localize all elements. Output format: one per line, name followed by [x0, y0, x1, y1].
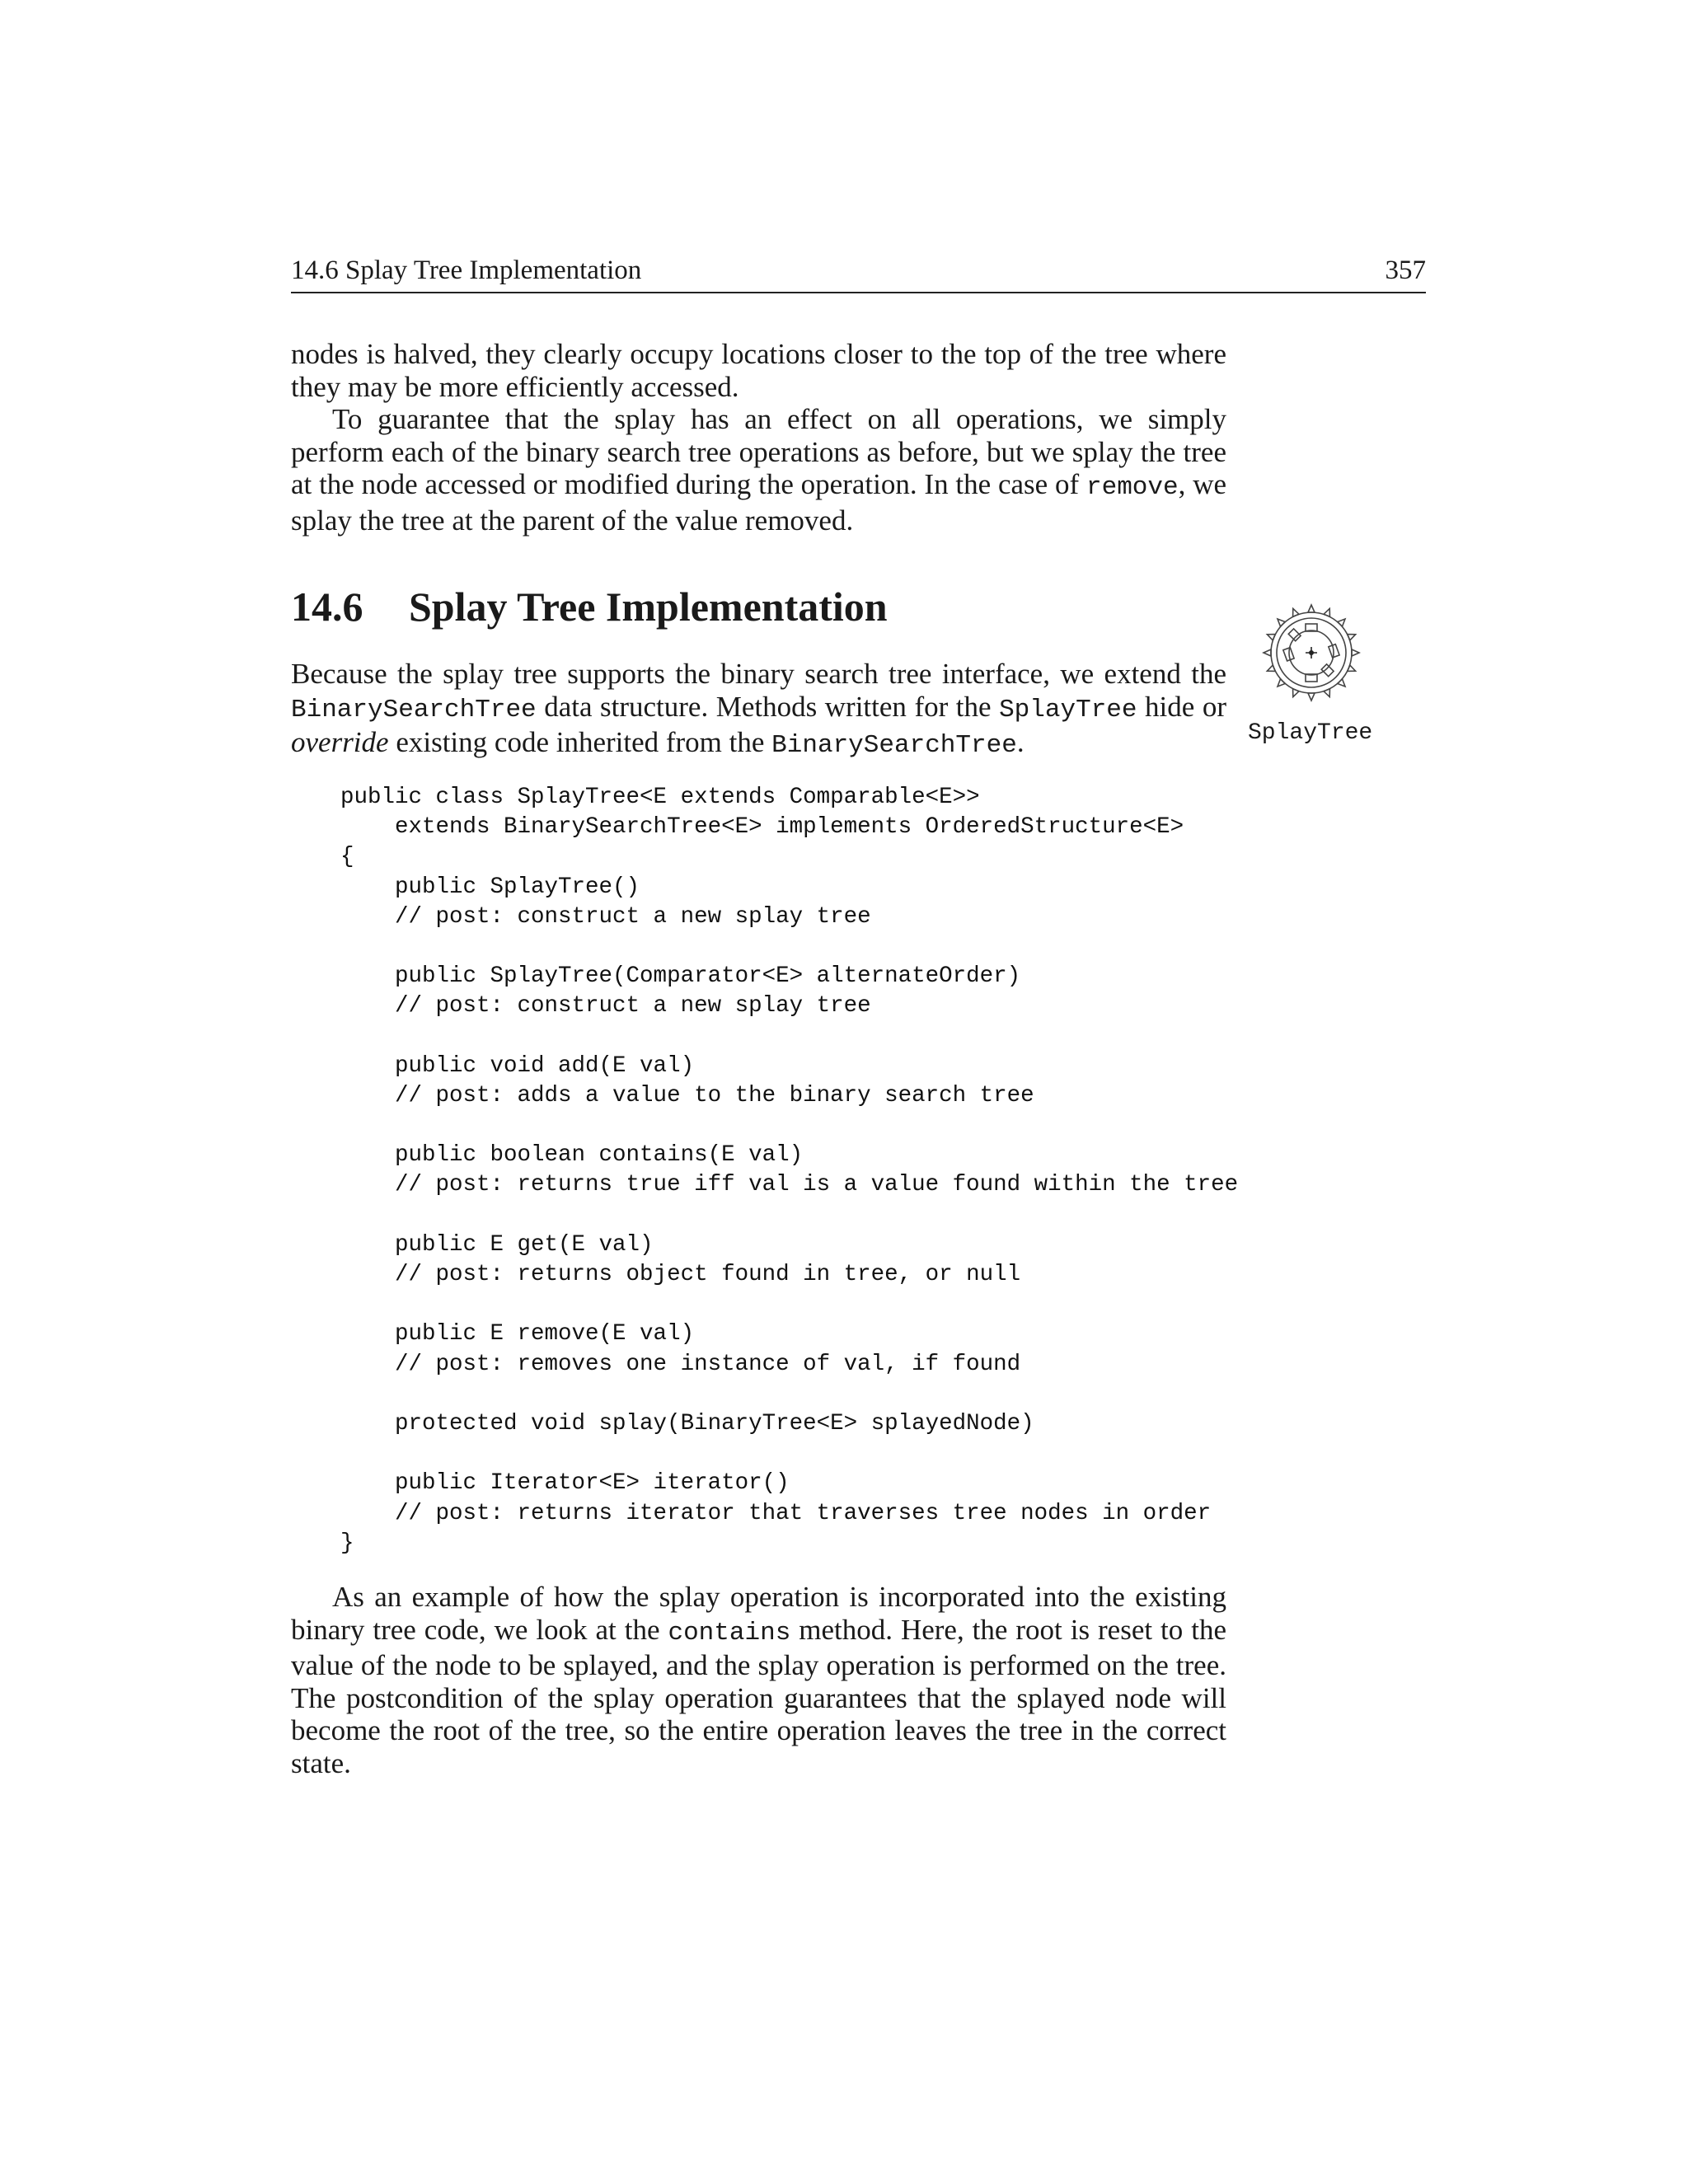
code-line: // post: returns iterator that traverses tree nodes in order	[340, 1500, 1212, 1526]
intro-paragraph-2-text-a: To guarantee that the splay has an effect on all operations, we simply perform each of the binary search tree operations as before, but we splay the tree at the node accessed or modified during the operation. In the case of	[291, 403, 1226, 500]
section-intro-text-c: hide or	[1137, 690, 1226, 723]
code-line: // post: adds a value to the binary search tree	[340, 1082, 1034, 1108]
code-line	[340, 1439, 1238, 1469]
closing-text-a: As an example of how the splay operation is incorporated into the existing binary tree code, we look at the	[291, 1581, 1226, 1646]
section-intro-text-d: existing code inherited from the	[388, 726, 772, 758]
closing-paragraph	[291, 1581, 1226, 1779]
running-title: 14.6 Splay Tree Implementation	[291, 255, 642, 285]
code-line: }	[340, 1530, 354, 1556]
inline-code-contains: contains	[668, 1618, 791, 1647]
code-line: // post: returns object found in tree, or null	[340, 1262, 1021, 1287]
code-line: public E get(E val)	[340, 1231, 654, 1258]
code-line	[340, 1290, 1238, 1319]
section-intro-paragraph	[291, 658, 1226, 762]
code-line	[340, 1201, 1238, 1230]
code-line: protected void splay(BinaryTree<E> splayedNode)	[340, 1410, 1034, 1436]
code-line: public void add(E val)	[340, 1052, 695, 1079]
section-intro-text	[291, 658, 1226, 762]
code-line: // post: construct a new splay tree	[340, 903, 871, 930]
code-line: public SplayTree(Comparator<E> alternateOrder)	[340, 963, 1021, 990]
code-line	[340, 932, 1238, 962]
margin-label: SplayTree	[1248, 720, 1373, 746]
intro-paragraph-2-text-b: , we splay the tree at the parent of the value removed.	[291, 468, 1227, 537]
section-number: 14.6	[291, 583, 363, 630]
splay-tree-gear-icon	[1260, 602, 1362, 704]
section-intro-text-b: data structure. Methods written for the	[536, 690, 1000, 723]
section-intro-text-e: .	[1016, 726, 1025, 758]
code-line: extends BinarySearchTree<E> implements OrderedStructure<E>	[340, 814, 1184, 841]
page-number: 357	[1385, 255, 1426, 285]
code-line: public class SplayTree<E extends Comparable<E>>	[340, 785, 980, 810]
code-line: public SplayTree()	[340, 874, 640, 900]
section-intro-text-a: Because the splay tree supports the binary search tree interface, we extend the	[291, 658, 1226, 690]
code-line: {	[340, 844, 354, 870]
intro-paragraph-1: nodes is halved, they clearly occupy locations closer to the top of the tree where they may be more efficiently accessed.	[291, 338, 1226, 403]
code-line: public boolean contains(E val)	[340, 1142, 804, 1169]
inline-code-splaytree: SplayTree	[999, 695, 1137, 724]
code-line: // post: construct a new splay tree	[340, 993, 871, 1019]
code-line: // post: returns true iff val is a value found within the tree	[340, 1172, 1239, 1198]
margin-note	[1248, 602, 1373, 747]
closing-text-b: method. Here, the root is reset to the value of the node to be splayed, and the splay operation is performed on the tree. The postcondition of the splay operation guarantees that the splayed node will become the root of the tree, so the entire operation leaves the tree in the correct state.	[291, 1613, 1226, 1779]
emphasis-override: override	[291, 726, 389, 758]
section-heading	[291, 582, 888, 631]
intro-text	[291, 338, 1226, 537]
section-title: Splay Tree Implementation	[409, 583, 888, 630]
intro-paragraph-2	[291, 403, 1226, 537]
code-line	[340, 1111, 1238, 1141]
code-listing	[340, 783, 1238, 1558]
inline-code-binarysearchtree: BinarySearchTree	[291, 695, 537, 724]
code-line: // post: removes one instance of val, if found	[340, 1351, 1021, 1377]
code-line: public Iterator<E> iterator()	[340, 1470, 790, 1497]
code-line	[340, 1380, 1238, 1409]
code-line	[340, 1022, 1238, 1052]
code-line: public E remove(E val)	[340, 1321, 695, 1347]
inline-code-binarysearchtree-2: BinarySearchTree	[771, 731, 1017, 760]
running-header	[291, 252, 1426, 293]
closing-text	[291, 1581, 1226, 1779]
inline-code-remove: remove	[1086, 473, 1179, 502]
